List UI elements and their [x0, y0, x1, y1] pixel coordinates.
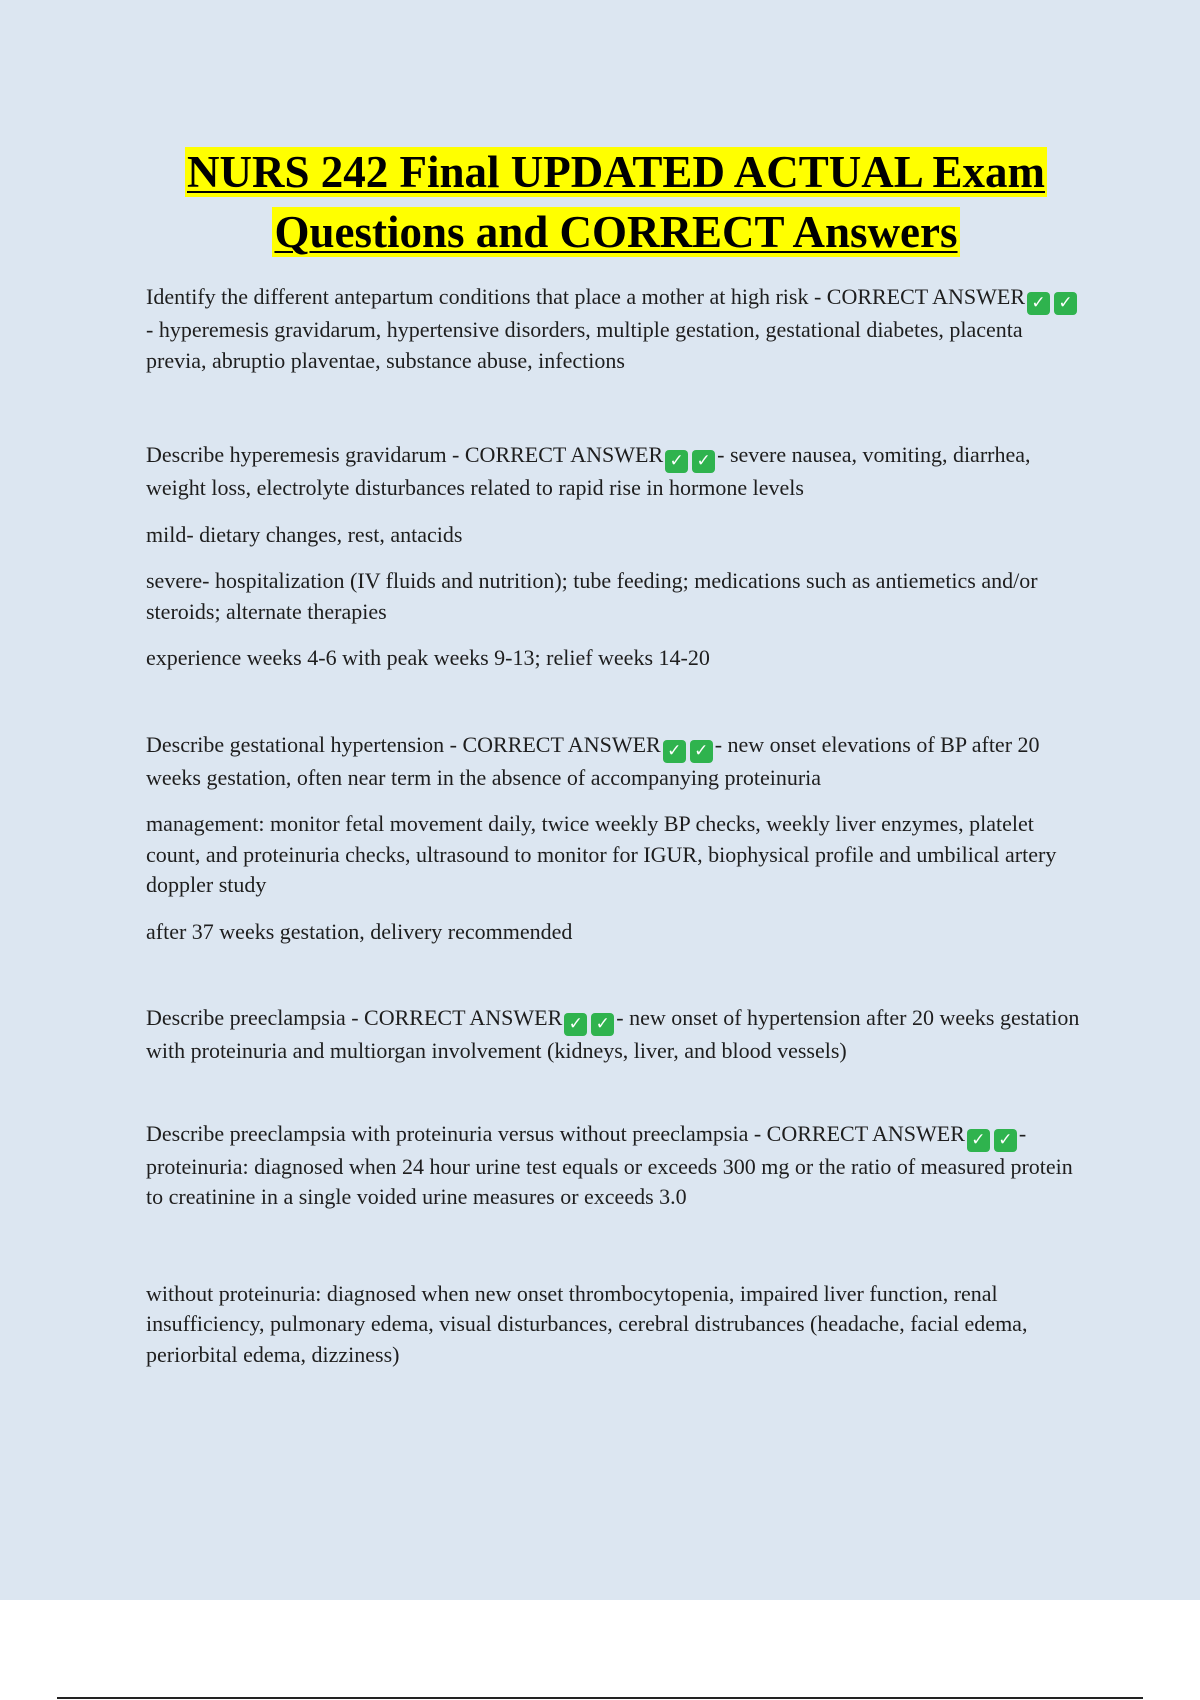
- answer-text: - new onset of hypertension after 20 weeks gestation with proteinuria and multiorgan involvement (kidneys, liver, and blood vessels): [146, 1005, 1080, 1063]
- title-line-1: NURS 242 Final UPDATED ACTUAL Exam: [186, 147, 1045, 197]
- qa-paragraph: [146, 730, 1086, 794]
- title-line-2: Questions and CORRECT Answers: [274, 207, 958, 257]
- qa-item: [146, 1003, 1086, 1067]
- check-box-icon: ✓: [967, 1129, 990, 1152]
- qa-item: [146, 282, 1086, 376]
- footer-divider: [57, 1697, 1143, 1699]
- qa-paragraph: [146, 282, 1086, 376]
- qa-item: [146, 730, 1086, 948]
- question-text: Describe hyperemesis gravidarum - CORRECT ANSWER: [146, 442, 664, 467]
- check-box-icon: ✓: [591, 1013, 614, 1036]
- document-content: [146, 142, 1086, 1386]
- check-box-icon: ✓: [1027, 292, 1050, 315]
- detail-paragraph: management: monitor fetal movement daily, twice weekly BP checks, weekly liver enzymes, platelet count, and proteinuria checks, ultrasound to monitor for IGUR, biophysical profile and umbilical artery doppler study: [146, 811, 1057, 897]
- question-text: Identify the different antepartum conditions that place a mother at high risk - CORRECT ANSWER: [146, 284, 1026, 309]
- check-box-icon: ✓: [690, 740, 713, 763]
- document-title: [146, 142, 1086, 262]
- answer-text: - hyperemesis gravidarum, hypertensive disorders, multiple gestation, gestational diabetes, placenta previa, abruptio plaventae, substance abuse, infections: [146, 317, 1023, 373]
- qa-item: [146, 1119, 1086, 1213]
- qa-paragraph: [146, 1119, 1086, 1213]
- detail-paragraph: mild- dietary changes, rest, antacids: [146, 521, 463, 547]
- check-box-icon: ✓: [1054, 292, 1077, 315]
- qa-item: [146, 440, 1086, 674]
- detail-paragraph: severe- hospitalization (IV fluids and nutrition); tube feeding; medications such as antiemetics and/or steroids; alternate therapies: [146, 568, 1038, 624]
- qa-paragraph: [146, 440, 1086, 504]
- question-text: Describe preeclampsia with proteinuria versus without preeclampsia - CORRECT ANSWER: [146, 1120, 965, 1146]
- answer-text: - proteinuria: diagnosed when 24 hour urine test equals or exceeds 300 mg or the ratio of measured protein to creatinine in a single voided urine measures or exceeds 3.0: [146, 1120, 1073, 1209]
- detail-paragraph: experience weeks 4-6 with peak weeks 9-13; relief weeks 14-20: [146, 645, 710, 670]
- answer-text: - new onset elevations of BP after 20 weeks gestation, often near term in the absence of accompanying proteinuria: [146, 731, 1040, 790]
- answer-text: - severe nausea, vomiting, diarrhea, weight loss, electrolyte disturbances related to rapid rise in hormone levels: [146, 442, 1031, 500]
- detail-paragraph: without proteinuria: diagnosed when new onset thrombocytopenia, impaired liver function, renal insufficiency, pulmonary edema, visual disturbances, cerebral distrubances (headache, facial edema, periorbital edema, dizziness): [146, 1280, 1028, 1367]
- question-text: Describe gestational hypertension - CORRECT ANSWER: [146, 731, 661, 757]
- question-text: Describe preeclampsia - CORRECT ANSWER: [146, 1005, 563, 1030]
- qa-paragraph: [146, 1003, 1086, 1067]
- check-box-icon: ✓: [994, 1129, 1017, 1152]
- detail-paragraph: after 37 weeks gestation, delivery recommended: [146, 918, 573, 944]
- check-box-icon: ✓: [663, 740, 686, 763]
- check-box-icon: ✓: [692, 450, 715, 473]
- check-box-icon: ✓: [564, 1013, 587, 1036]
- check-box-icon: ✓: [665, 450, 688, 473]
- qa-continuation: [146, 1279, 1086, 1371]
